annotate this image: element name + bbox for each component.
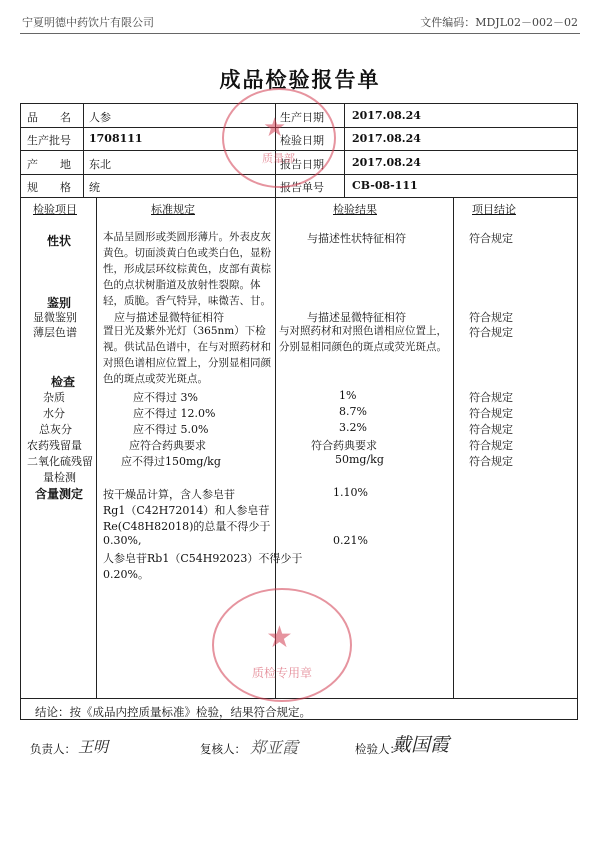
- ash-result: 3.2%: [339, 421, 367, 434]
- pesticide-result: 符合药典要求: [311, 439, 377, 452]
- character-standard: 本品呈圆形或类圆形薄片。外表皮灰黄色。切面淡黄白色或类白色，显粉性，形成层环纹棕黄色，皮部有黄棕色的点状树脂道及放射性裂隙。体轻，质脆。香气特异，味微苦、甘。: [103, 231, 271, 307]
- report-no-label: 报告单号: [280, 181, 324, 194]
- assay-standard-5: 人参皂苷Rb1（C54H92023）不得少于: [103, 552, 303, 565]
- assay-result-1: 1.10%: [333, 486, 368, 499]
- page-title: 成品检验报告单: [219, 67, 381, 92]
- test-date-label: 检验日期: [280, 134, 324, 147]
- tlc-result: 与对照药材和对照色谱相应位置上，分别显相同颜色的斑点或荧光斑点。: [279, 325, 447, 353]
- company-name: 宁夏明德中药饮片有限公司: [22, 16, 154, 29]
- name-label: 品 名: [27, 111, 71, 124]
- inspector-label: 检验人：: [355, 742, 401, 756]
- micro-conclusion: 符合规定: [469, 311, 513, 324]
- character-item: 性状: [47, 234, 72, 248]
- prod-date-value: 2017.08.24: [352, 109, 421, 122]
- col-result-header: 检验结果: [333, 203, 377, 216]
- so2-standard: 应不得过150mg/kg: [121, 455, 221, 468]
- impurity-item: 杂质: [43, 391, 65, 404]
- spec-value: 统: [89, 181, 100, 194]
- so2-item-line1: 二氧化硫残留: [27, 455, 93, 468]
- so2-item-line2: 量检测: [43, 471, 76, 484]
- micro-standard: 应与描述显微特征相符: [114, 311, 224, 324]
- top-stamp-sub: 质量部: [262, 152, 295, 165]
- stamp-star-icon: ★: [263, 113, 287, 143]
- origin-value: 东北: [89, 158, 111, 171]
- impurity-result: 1%: [339, 389, 357, 402]
- col-item-header: 检验项目: [33, 203, 77, 216]
- origin-label: 产 地: [27, 158, 71, 171]
- character-conclusion: 符合规定: [469, 232, 513, 245]
- test-date-value: 2017.08.24: [352, 132, 421, 145]
- ash-standard: 应不得过 5.0%: [133, 423, 209, 436]
- pesticide-standard: 应符合药典要求: [129, 439, 206, 452]
- tlc-item: 薄层色谱: [33, 326, 77, 339]
- pesticide-item: 农药残留量: [27, 439, 82, 452]
- batch-value: 1708111: [89, 132, 143, 145]
- document-number: 文件编码：MDJL02－002－02: [420, 16, 578, 29]
- check-title: 检查: [51, 375, 76, 389]
- water-conclusion: 符合规定: [469, 407, 513, 420]
- stamp-star-icon-2: ★: [266, 620, 293, 655]
- reviewer-signature: 郑亚霞: [250, 738, 299, 757]
- header-divider: [20, 33, 580, 34]
- assay-standard-6: 0.20%。: [103, 568, 149, 581]
- assay-item: 含量测定: [35, 487, 84, 501]
- so2-conclusion: 符合规定: [469, 455, 513, 468]
- report-date-value: 2017.08.24: [352, 156, 421, 169]
- assay-standard-2: Rg1（C42H72014）和人参皂苷: [103, 504, 270, 517]
- report-date-label: 报告日期: [280, 158, 324, 171]
- tlc-conclusion: 符合规定: [469, 326, 513, 339]
- ash-item: 总灰分: [39, 423, 72, 436]
- bottom-stamp-sub: 质检专用章: [252, 666, 313, 680]
- micro-result: 与描述显微特征相符: [307, 311, 406, 324]
- prod-date-label: 生产日期: [280, 111, 324, 124]
- micro-item: 显微鉴别: [33, 311, 77, 324]
- so2-result: 50mg/kg: [335, 453, 384, 466]
- assay-result-2: 0.21%: [333, 534, 368, 547]
- water-result: 8.7%: [339, 405, 367, 418]
- impurity-standard: 应不得过 3%: [133, 391, 198, 404]
- col-conclusion-header: 项目结论: [472, 203, 516, 216]
- ash-conclusion: 符合规定: [469, 423, 513, 436]
- conclusion-text: 结论：按《成品内控质量标准》检验，结果符合规定。: [35, 705, 311, 719]
- spec-label: 规 格: [27, 181, 71, 194]
- responsible-signature: 王明: [78, 738, 109, 756]
- col-standard-header: 标准规定: [151, 203, 195, 216]
- impurity-conclusion: 符合规定: [469, 391, 513, 404]
- character-result: 与描述性状特征相符: [307, 232, 406, 245]
- tlc-standard: 置日光及紫外光灯（365nm）下检视。供试品色谱中，在与对照药材和对照色谱相应位置上，分别显相同颜色的斑点或荧光斑点。: [103, 325, 271, 385]
- pesticide-conclusion: 符合规定: [469, 439, 513, 452]
- assay-standard-4: 0.30%,: [103, 534, 142, 547]
- assay-standard-3: Re(C48H82018)的总量不得少于: [103, 520, 271, 533]
- responsible-label: 负责人：: [30, 742, 76, 756]
- name-value: 人参: [89, 111, 111, 124]
- inspector-signature: 戴国霞: [392, 734, 450, 756]
- assay-standard-1: 按干燥品计算，含人参皂苷: [103, 488, 235, 501]
- water-standard: 应不得过 12.0%: [133, 407, 216, 420]
- reviewer-label: 复核人：: [200, 742, 246, 756]
- water-item: 水分: [43, 407, 65, 420]
- batch-label: 生产批号: [27, 134, 71, 147]
- identify-title: 鉴别: [47, 296, 72, 310]
- report-no-value: CB-08-111: [352, 179, 418, 192]
